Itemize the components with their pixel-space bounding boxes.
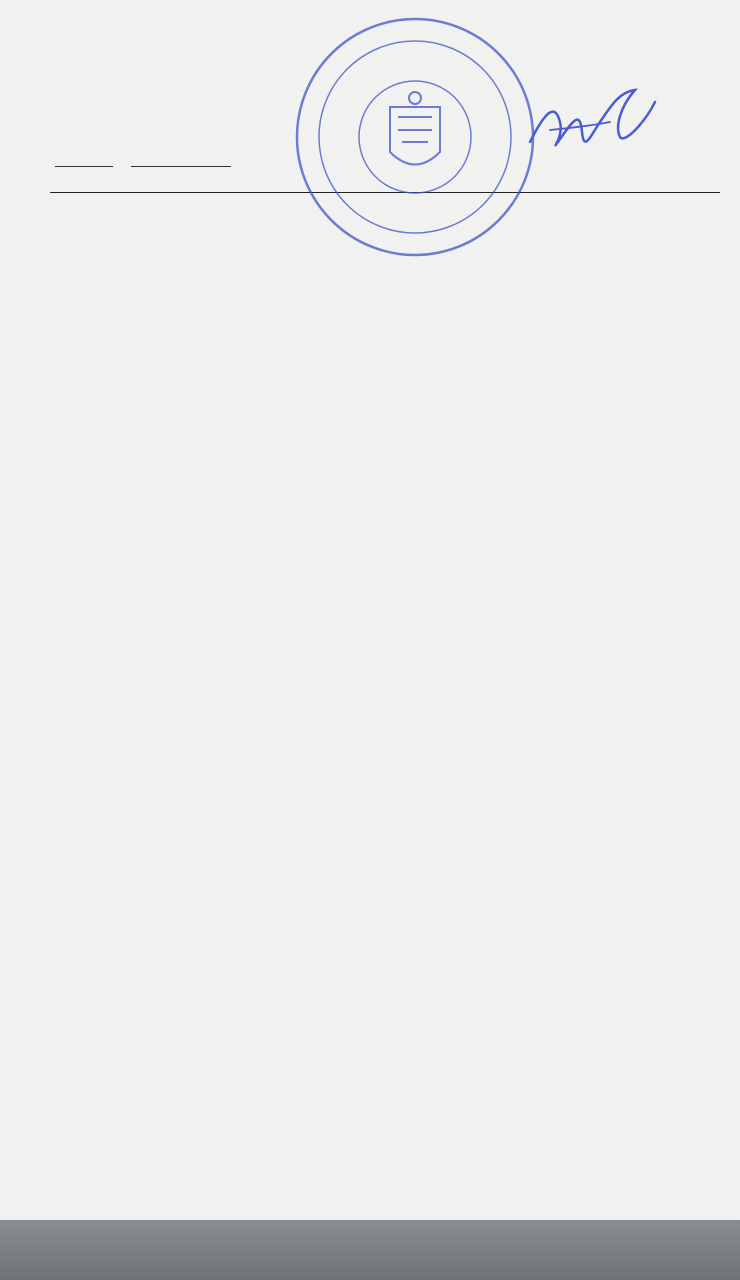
background-surface [0, 1220, 740, 1280]
coat-of-arms-icon [390, 92, 440, 165]
date-day [55, 166, 113, 167]
approval-date [55, 152, 231, 172]
date-month [131, 166, 231, 167]
official-stamp [290, 12, 540, 262]
signature [520, 82, 660, 172]
